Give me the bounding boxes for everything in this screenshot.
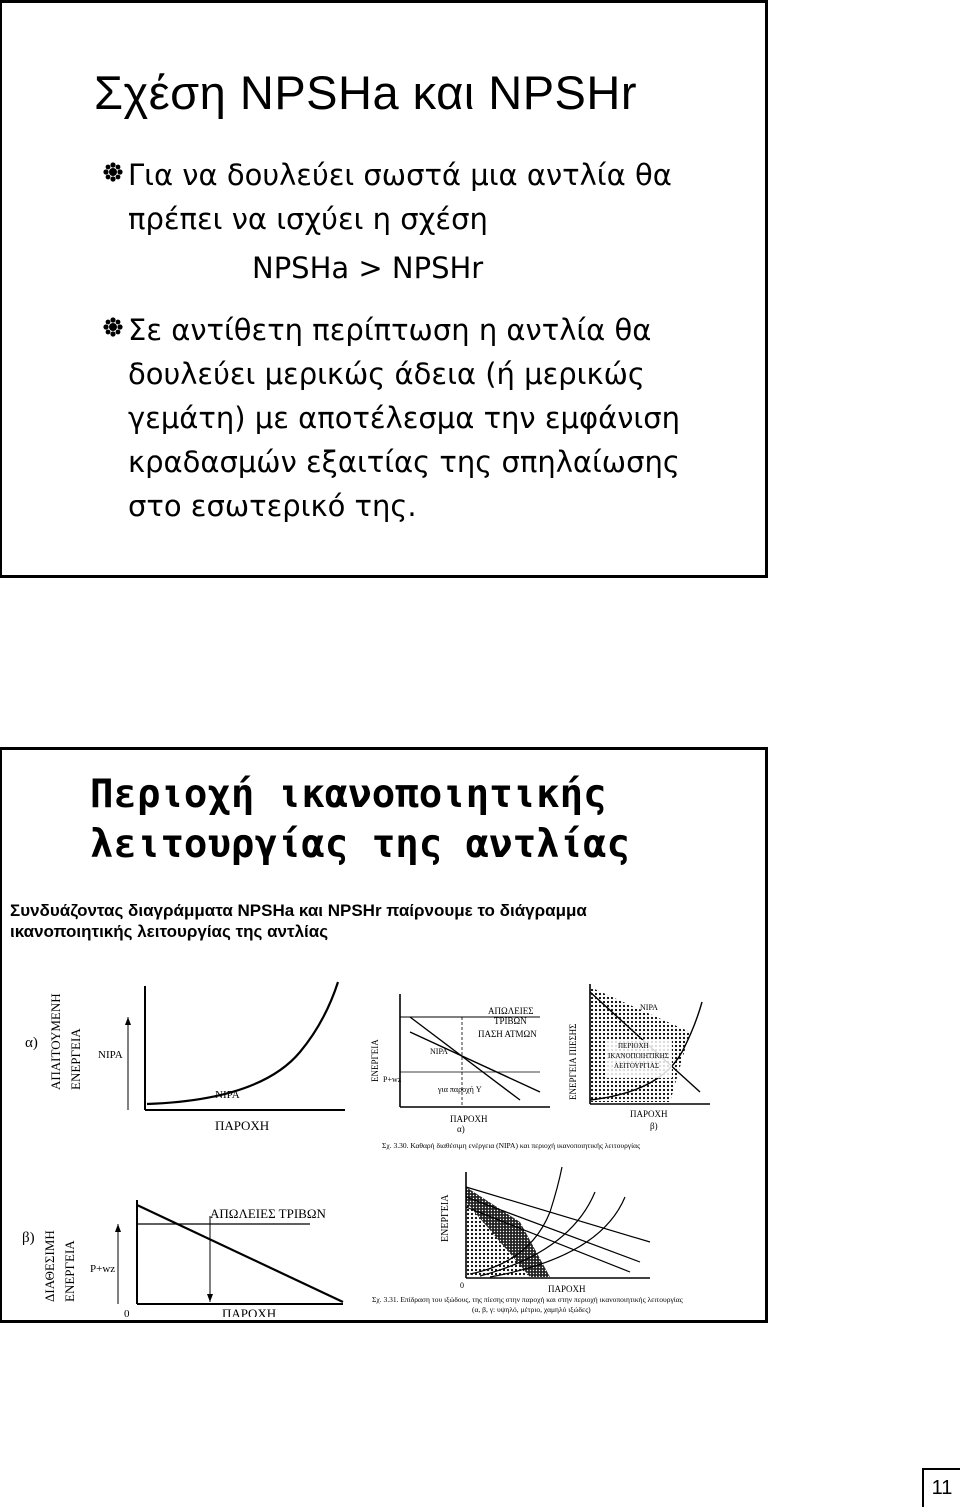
caption-3-31-line-1: Σχ. 3.31. Επίδραση του ιξώδους, της πίεσης στην παροχή και στην περιοχή ικανοποιητικής λειτουργίας [372,1295,683,1304]
diagram-c-flow: για παροχή Y [438,1085,482,1094]
diagram-c-atm: ΠΑΣΗ ΑΤΜΩΝ [478,1029,537,1039]
page-number: 11 [922,1468,960,1507]
diagram-c-losses-1: ΑΠΩΛΕΙΕΣ [488,1006,534,1016]
diagram-b-zero: 0 [124,1308,130,1317]
diagram-c-xlabel: ΠΑΡΟΧΗ [450,1114,488,1124]
diagram-a-curve-label: NIPA [215,1089,240,1101]
diagram-e-xlabel: ΠΑΡΟΧΗ [548,1284,586,1294]
diagram-c [370,994,550,1134]
bullet-2-text: Σε αντίθετη περίπτωση η αντλία θα δουλεύει μερικώς άδεια (ή μερικώς γεμάτη) με αποτέλεσμα την εμφάνιση κραδασμών εξαιτίας της σπηλαίωσης στο εσωτερικό της. [128,313,680,523]
diagram-c-losses-2: ΤΡΙΒΩΝ [494,1016,527,1026]
diagram-b-ylabel-1: ΔΙΑΘΕΣΙΜΗ [42,1230,57,1302]
diagram-a-label: α) [25,1035,38,1051]
diagram-a-tick: NIPA [98,1049,123,1061]
diagram-c-nipa: NIPA [430,1047,448,1056]
diagram-b-xlabel: ΠΑΡΟΧΗ [222,1306,277,1317]
bullet-flower-icon [102,316,124,338]
slide-1 [0,0,768,578]
diagram-a-xlabel: ΠΑΡΟΧΗ [215,1118,270,1133]
diagram-e-ylabel: ΕΝΕΡΓΕΙΑ [440,1194,451,1242]
bullet-2 [102,308,742,528]
diagram-b-label: β) [22,1230,35,1246]
bullet-1 [102,153,742,241]
diagram-d-xlabel: ΠΑΡΟΧΗ [630,1109,668,1119]
npsh-diagrams-figure [10,972,760,1317]
slide-2-subtitle: Συνδυάζοντας διαγράμματα NPSHa και NPSHr παίρνουμε το διάγραμμα ικανοποιητικής λειτουργίας της αντλίας [10,901,587,941]
diagram-e [440,1167,650,1294]
diagram-b-ylabel-2: ΕΝΕΡΓΕΙΑ [62,1240,77,1302]
diagram-b-losses: ΑΠΩΛΕΙΕΣ ΤΡΙΒΩΝ [210,1206,326,1221]
relation-formula: NPSHa > NPSHr [252,251,484,285]
slide-1-title: Σχέση NPSHa και NPSHr [94,66,637,119]
diagram-c-ylabel: ΕΝΕΡΓΕΙΑ [370,1039,380,1082]
diagram-c-sub: α) [457,1124,465,1134]
slide-2 [0,747,768,1323]
diagram-d-region-2: ΙΚΑΝΟΠΟΙΗΤΙΚΗΣ [608,1052,669,1060]
diagram-c-ptick: P+wz [383,1075,402,1084]
diagram-d-region-1: ΠΕΡΙΟΧΗ [618,1042,649,1050]
diagram-a-ylabel-2: ΕΝΕΡΓΕΙΑ [68,1028,83,1090]
caption-3-30: Σχ. 3.30. Καθαρή διαθέσιμη ενέργεια (NIPA) και περιοχή ικανοποιητικής λειτουργίας [382,1141,641,1150]
bullet-1-text: Για να δουλεύει σωστά μια αντλία θα πρέπει να ισχύει η σχέση [128,158,672,236]
diagram-a-ylabel-1: ΑΠΑΙΤΟΥΜΕΝΗ [48,993,63,1090]
bullet-flower-icon [102,161,124,183]
diagram-d-sub: β) [650,1121,658,1131]
caption-3-31-line-2: (α, β, γ: υψηλό, μέτριο, χαμηλό ιξώδες) [472,1305,591,1314]
diagram-d [568,984,710,1131]
diagram-d-region-3: ΛΕΙΤΟΥΡΓΙΑΣ [614,1062,659,1070]
diagram-b-tick: P+wz [90,1263,116,1275]
diagram-d-ylabel: ΕΝΕΡΓΕΙΑ ΠΙΕΣΗΣ [568,1023,578,1100]
diagram-b [22,1200,343,1317]
slide-2-title: Περιοχή ικανοποιητικής λειτουργίας της αντλίας [90,772,631,867]
diagram-d-nipa: NIPA [640,1003,658,1012]
diagram-e-zero: 0 [460,1281,464,1290]
diagram-a [25,982,345,1133]
